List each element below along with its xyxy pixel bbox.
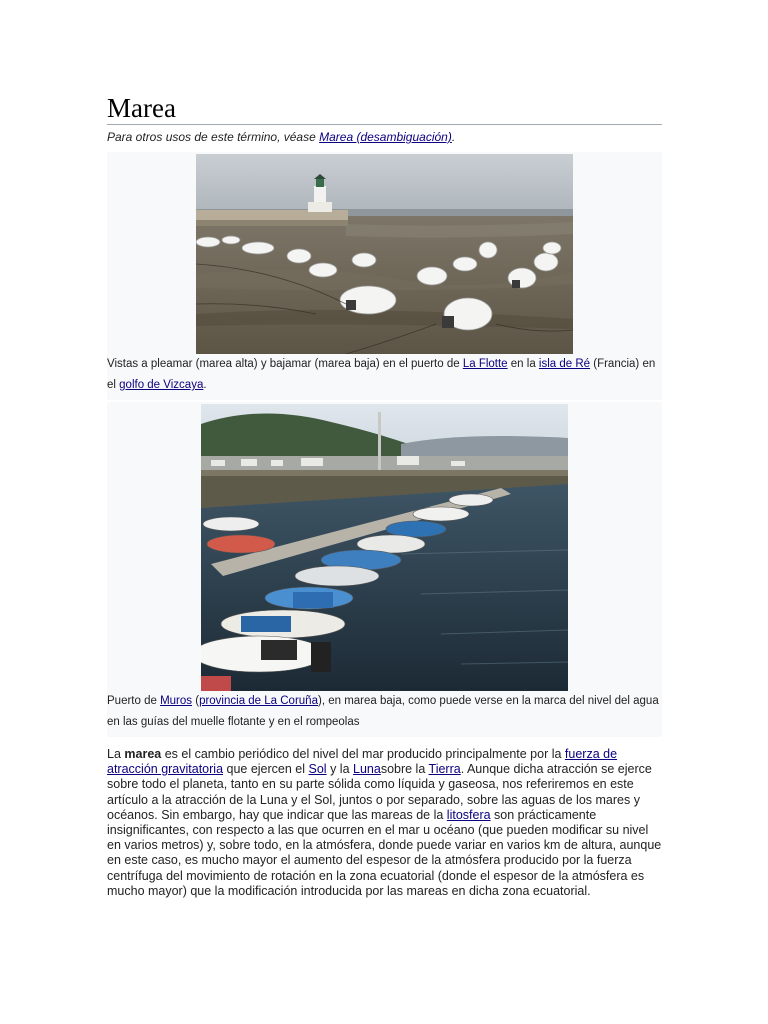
page-title: Marea (107, 93, 176, 123)
body-text: que ejercen el (223, 762, 309, 777)
figure-la-flotte (107, 152, 662, 400)
link-luna[interactable]: Luna (353, 762, 381, 777)
body-text: . Aunque dicha atracción se ejerce sobre todo el planeta, tanto en su parte sólida como líquida y gaseosa, nos referiremos en este artículo a la atracción de la Luna y el Sol, juntos o por separado, sobre las aguas de los mares y océanos. Sin embargo, hay que indicar que las mareas de la (107, 762, 652, 822)
caption-text: en la (507, 358, 539, 370)
link-golfo-de-vizcaya[interactable]: golfo de Vizcaya (119, 379, 204, 391)
link-la-flotte[interactable]: La Flotte (462, 358, 508, 370)
caption-text: ), en marea baja, como puede verse en la marca del nivel del agua en las guías del muelle flotante y en el rompeolas (107, 695, 659, 728)
bold-term: marea (124, 747, 162, 761)
body-text: La (107, 747, 125, 761)
caption-text: Puerto de (107, 695, 161, 707)
body-text: son prácticamente insignificantes, con respecto a las que ocurren en el mar u océano (que pueden modificar su nivel en varios metros) y, sobre todo, en la atmósfera, donde puede variar en varios km de altura, aunque en este caso, es mucho mayor el aumento del espesor de la atmósfera producido por la fuerza centrífuga del movimiento de rotación en la zona ecuatorial (donde el espesor de la atmósfera es mucho mayor) que la modificación introducida por las mareas en dicha zona ecuatorial. (107, 807, 662, 898)
link-fuerza-gravitatoria[interactable]: fuerza de atracción gravitatoria (107, 747, 618, 777)
disambiguation-link[interactable]: Marea (desambiguación) (319, 130, 452, 144)
intro-paragraph (107, 747, 662, 899)
body-text: y la (326, 762, 353, 777)
article (107, 92, 662, 912)
caption-text: (Francia) en el (107, 358, 656, 391)
caption-text: . (203, 379, 207, 391)
link-litosfera[interactable]: litosfera (446, 807, 491, 822)
caption-text: ( (192, 695, 200, 707)
marina-photo[interactable] (201, 404, 568, 691)
body-text: sobre la (380, 762, 429, 777)
link-isla-de-re[interactable]: isla de Ré (538, 358, 591, 370)
body-text: es el cambio periódico del nivel del mar producido principalmente por la (161, 747, 565, 761)
hatnote-prefix: Para otros usos de este término, véase (107, 130, 320, 144)
tidal-harbor-photo[interactable] (196, 154, 573, 354)
link-provincia-la-coruna[interactable]: provincia de La Coruña (199, 695, 318, 707)
link-muros[interactable]: Muros (160, 695, 193, 707)
hatnote (107, 128, 662, 146)
link-sol[interactable]: Sol (308, 762, 327, 777)
hatnote-suffix: . (451, 130, 456, 144)
figure-muros (107, 402, 662, 737)
link-tierra[interactable]: Tierra (428, 762, 461, 777)
title-divider (107, 124, 662, 125)
figure-caption (107, 354, 662, 396)
caption-text: Vistas a pleamar (marea alta) y bajamar (marea baja) en el puerto de (107, 358, 463, 370)
figure-caption (107, 691, 662, 733)
